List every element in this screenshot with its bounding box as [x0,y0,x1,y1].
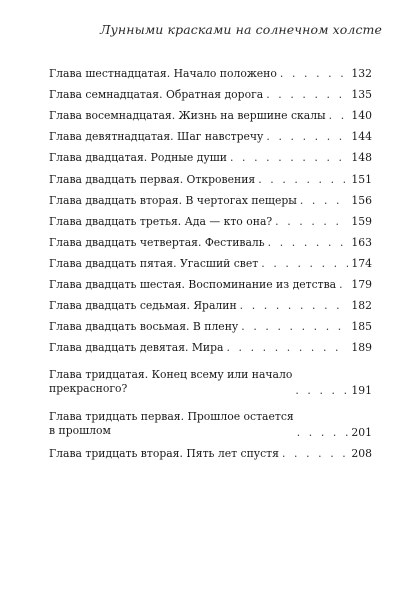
dot-leader [266,88,348,101]
dot-leader [230,151,348,164]
dot-leader [300,194,349,207]
toc-entry [49,207,372,228]
toc-entry-title: Глава семнадцатая. Обратная дорога [49,88,264,102]
toc-entry-title: Глава двадцать шестая. Воспоминание из детства [49,278,337,292]
toc-entry [49,122,372,143]
toc-entry [49,249,372,270]
toc-entry [49,397,372,439]
toc-entry-page: 182 [351,299,372,313]
toc-entry-page: 208 [351,446,372,460]
toc-entry-page: 201 [351,425,372,439]
toc-entry-page: 174 [351,256,372,270]
toc-entry [49,270,372,291]
toc-entry-page: 156 [351,193,372,207]
toc-entry-title: Глава двадцать седьмая. Яралин [49,299,237,313]
dot-leader [329,109,349,122]
toc-entry [49,101,372,122]
dot-leader [295,384,348,397]
dot-leader [240,299,349,312]
toc-entry-page: 140 [351,109,372,123]
toc-entry [49,80,372,101]
toc-entry-title: Глава двадцать пятая. Угасший свет [49,256,259,270]
toc-entry-title: Глава двадцать четвертая. Фестиваль [49,235,265,249]
toc-entry-page: 132 [351,67,372,81]
toc-entry-page: 179 [351,278,372,292]
toc-entry [49,228,372,249]
toc-entry-page: 163 [351,235,372,249]
toc-entry [49,439,372,460]
toc-entry-title: Глава двадцать девятая. Мира [49,341,224,355]
toc-entry [49,354,372,396]
dot-leader [258,173,348,186]
toc-entry-page: 191 [351,383,372,397]
table-of-contents [49,59,372,460]
toc-entry [49,291,372,312]
dot-leader [268,236,349,249]
running-head: Лунными красками на солнечном холсте [100,22,382,37]
toc-entry-page: 185 [351,320,372,334]
toc-entry-title: Глава восемнадцатая. Жизнь на вершине скалы [49,109,326,123]
toc-entry-title: Глава шестнадцатая. Начало положено [49,67,277,81]
toc-entry-title: Глава двадцать восьмая. В плену [49,320,239,334]
toc-entry-title: Глава двадцать третья. Ада — кто она? [49,214,273,228]
dot-leader [241,320,348,333]
toc-entry-page: 144 [351,130,372,144]
dot-leader [280,67,349,80]
toc-entry [49,143,372,164]
toc-entry-title: Глава двадцатая. Родные души [49,151,227,165]
toc-entry-page: 135 [351,88,372,102]
toc-entry-title: Глава двадцать вторая. В чертогах пещеры [49,193,297,207]
toc-entry-title: Глава девятнадцатая. Шаг навстречу [49,130,264,144]
toc-entry-page: 189 [351,341,372,355]
toc-entry-title: Глава тридцать вторая. Пять лет спустя [49,446,279,460]
toc-entry [49,59,372,80]
toc-entry [49,164,372,185]
dot-leader [266,130,348,143]
toc-entry [49,333,372,354]
toc-entry-title: Глава тридцатая. Конец всему или начало прекрасного? [49,367,293,395]
toc-entry [49,312,372,333]
toc-entry-title: Глава тридцать первая. Прошлое остается в прошлом [49,409,294,438]
toc-entry-page: 159 [351,214,372,228]
dot-leader [275,215,348,228]
dot-leader [261,257,348,270]
dot-leader [297,426,349,439]
dot-leader [282,447,348,460]
toc-entry-page: 148 [351,151,372,165]
dot-leader [226,341,348,354]
dot-leader [339,278,348,291]
toc-entry [49,186,372,207]
toc-entry-page: 151 [351,172,372,186]
toc-entry-title: Глава двадцать первая. Откровения [49,172,256,186]
